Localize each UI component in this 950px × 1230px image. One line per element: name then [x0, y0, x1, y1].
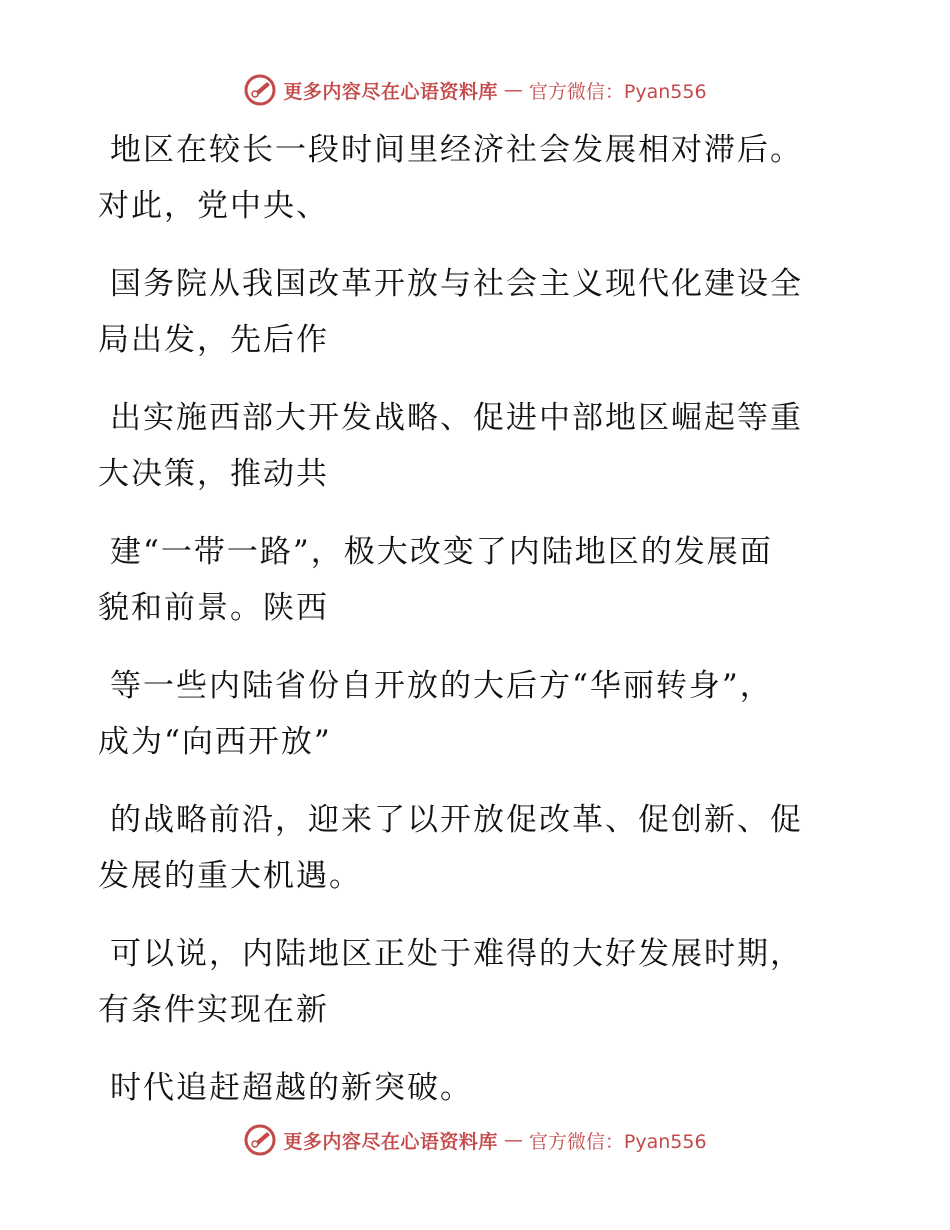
- paragraph-4: [98, 524, 838, 636]
- paragraph-line: 的战略前沿，迎来了以开放促改革、促创新、促: [110, 802, 803, 838]
- paragraph-line: 大决策，推动共: [98, 456, 329, 492]
- paragraph-line: 有条件实现在新: [98, 992, 329, 1028]
- paragraph-line: 貌和前景。陕西: [98, 590, 329, 626]
- paragraph-3: [98, 390, 838, 502]
- paragraph-6: [98, 792, 838, 904]
- header-watermark: [0, 70, 950, 110]
- paragraph-line: 国务院从我国改革开放与社会主义现代化建设全: [110, 266, 803, 302]
- watermark-contact: 官方微信：Pyan556: [528, 80, 707, 103]
- paragraph-1: [98, 122, 838, 234]
- footer-watermark: [0, 1120, 950, 1160]
- paragraph-line: 地区在较长一段时间里经济社会发展相对滞后。: [110, 132, 803, 168]
- paragraph-7: [98, 926, 838, 1038]
- paragraph-5: [98, 658, 838, 770]
- paragraph-line: 对此，党中央、: [98, 188, 329, 224]
- paragraph-line: 发展的重大机遇。: [98, 858, 362, 894]
- paragraph-line: 出实施西部大开发战略、促进中部地区崛起等重: [110, 400, 803, 436]
- watermark-separator: —: [503, 1129, 523, 1151]
- seal-logo-icon: [243, 73, 277, 107]
- paragraph-8: [98, 1060, 838, 1116]
- paragraph-line: 时代追赶超越的新突破。: [110, 1070, 473, 1106]
- paragraph-line: 等一些内陆省份自开放的大后方“华丽转身”，: [110, 668, 773, 704]
- watermark-text: 更多内容尽在心语资料库: [283, 1130, 498, 1153]
- paragraph-line: 建“一带一路”，极大改变了内陆地区的发展面: [110, 534, 773, 570]
- paragraph-line: 成为“向西开放”: [98, 724, 332, 760]
- watermark-separator: —: [503, 79, 523, 101]
- seal-logo-icon: [243, 1123, 277, 1157]
- paragraph-line: 局出发，先后作: [98, 322, 329, 358]
- paragraph-line: 可以说，内陆地区正处于难得的大好发展时期，: [110, 936, 803, 972]
- watermark-contact: 官方微信：Pyan556: [528, 1130, 707, 1153]
- watermark-text: 更多内容尽在心语资料库: [283, 80, 498, 103]
- paragraph-2: [98, 256, 838, 368]
- document-body: [98, 122, 838, 1138]
